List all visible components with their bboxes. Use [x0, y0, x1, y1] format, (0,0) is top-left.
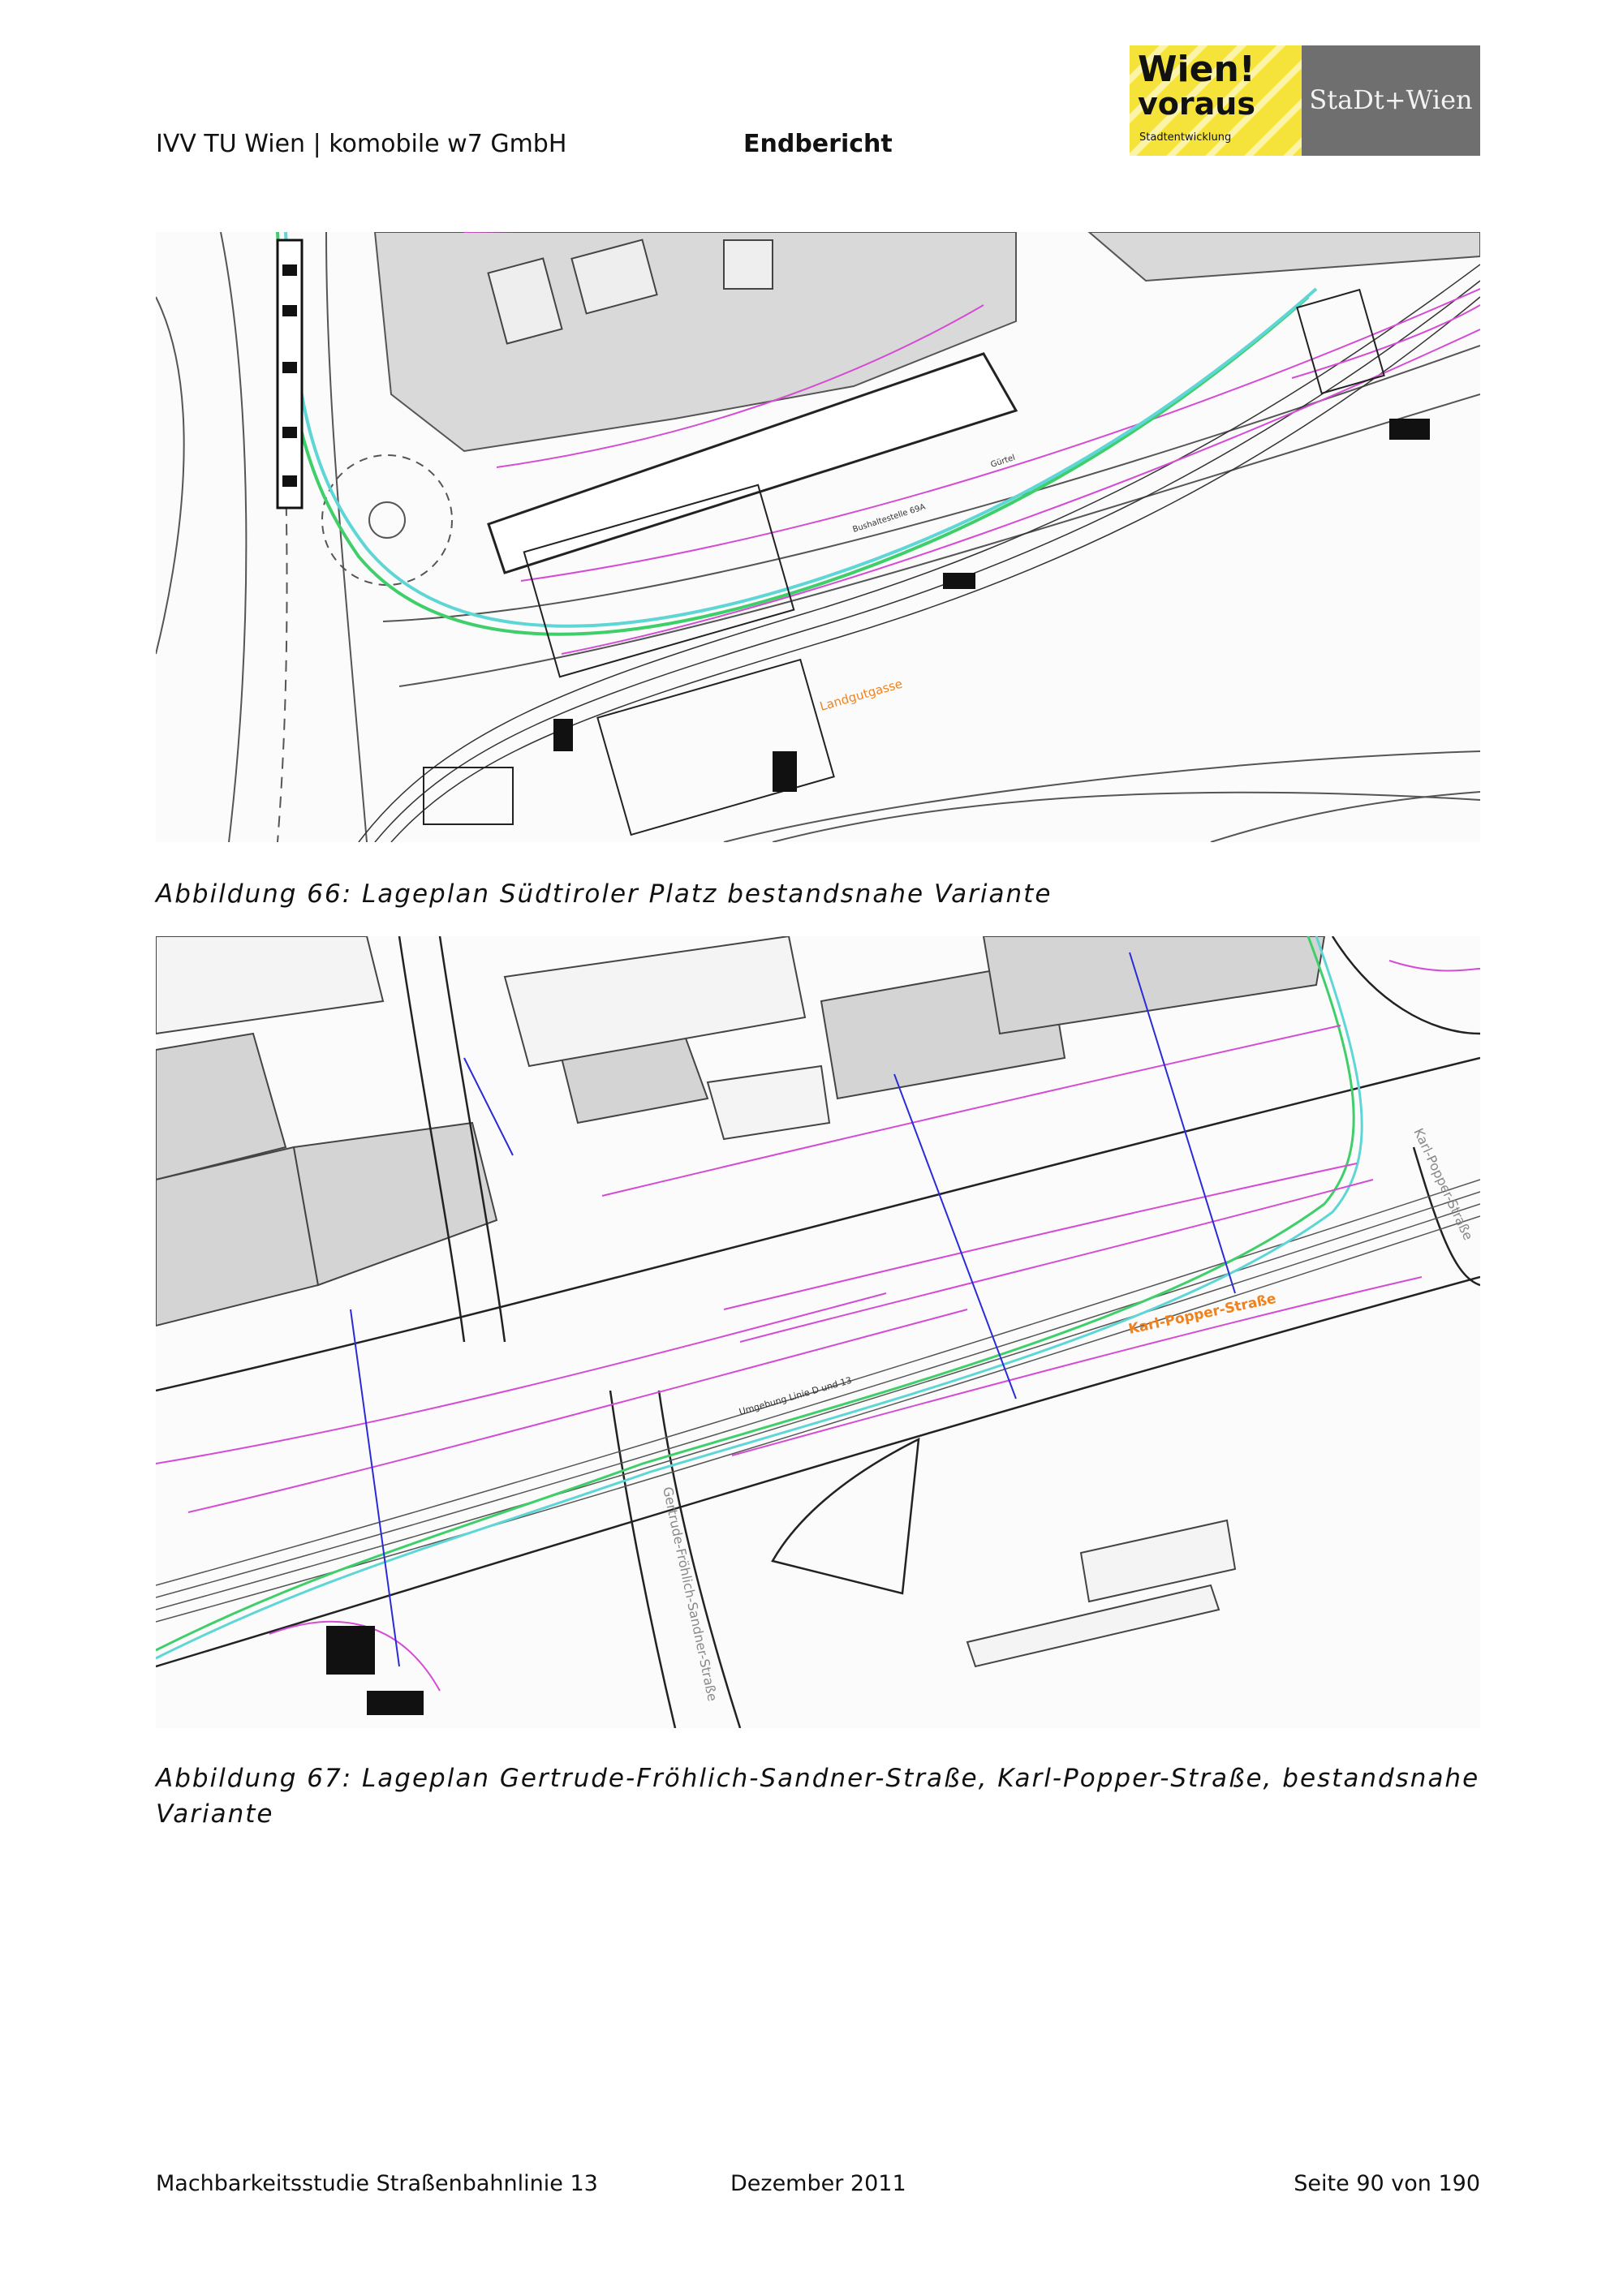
- logo-stadt-wien-text: StaDt+Wien: [1309, 84, 1473, 115]
- tram-window: [282, 475, 297, 487]
- building-outline: [724, 240, 773, 289]
- map-label-street-orange: Landgutgasse: [818, 676, 905, 714]
- station-structure: [326, 1626, 375, 1675]
- design-line-magenta: [740, 1180, 1373, 1342]
- design-line-magenta: [188, 1309, 967, 1512]
- header-report-type: Endbericht: [743, 130, 893, 158]
- vehicle-marker: [1389, 419, 1430, 440]
- roundabout-outer: [322, 455, 452, 585]
- road-edge: [659, 1391, 740, 1728]
- figure-66-map: [156, 232, 1480, 842]
- vehicle-marker: [943, 573, 975, 589]
- footer-page-number: Seite 90 von 190: [1294, 2171, 1480, 2196]
- station-grid: [424, 767, 513, 824]
- logo-stadtentwicklung-text: Stadtentwicklung: [1139, 131, 1232, 144]
- building-block: [1089, 232, 1480, 281]
- road-edge: [773, 793, 1480, 842]
- track-line: [156, 1216, 1480, 1622]
- building-outline: [156, 936, 383, 1034]
- road-island: [773, 1439, 919, 1593]
- building-block: [156, 1147, 318, 1326]
- map-label-gertrude-froehlich-sandner: Gertrude-Fröhlich-Sandner-Straße: [660, 1485, 721, 1703]
- design-line-magenta: [732, 1277, 1422, 1455]
- building-block: [984, 936, 1324, 1034]
- road-edge: [1414, 1147, 1480, 1285]
- road-edge: [610, 1391, 675, 1728]
- cross-section-line: [894, 1074, 1016, 1399]
- logo-voraus-text: voraus: [1138, 86, 1255, 122]
- map-label-street: Gürtel: [989, 453, 1017, 470]
- design-line-magenta: [156, 1293, 886, 1464]
- map-label-track: Umgebung Linie D und 13: [738, 1374, 854, 1417]
- road-edge: [156, 297, 184, 654]
- tram-window: [282, 362, 297, 373]
- tram-vehicle: [278, 240, 302, 508]
- road-edge: [221, 232, 246, 842]
- figure-66-caption: Abbildung 66: Lageplan Südtiroler Platz bestandsnahe Variante: [156, 879, 1053, 909]
- map-label-karl-popper-orange: Karl-Popper-Straße: [1126, 1290, 1278, 1338]
- building-block: [294, 1123, 497, 1285]
- vehicle-marker: [553, 719, 573, 751]
- road-edge: [1332, 936, 1480, 1034]
- wien-voraus-logo: [1130, 45, 1302, 156]
- roundabout: [369, 502, 405, 538]
- stadt-wien-logo: [1302, 45, 1480, 156]
- figure-67-map: [156, 936, 1480, 1728]
- figure-67-caption-line-1: Abbildung 67: Lageplan Gertrude-Fröhlich-Sandner-Straße, Karl-Popper-Straße, bestandsnahe: [156, 1764, 1480, 1793]
- map-label-bus-stop: Bushaltestelle 69A: [851, 502, 927, 535]
- header-authors: IVV TU Wien | komobile w7 GmbH: [156, 130, 567, 158]
- road-edge: [1211, 792, 1480, 842]
- vehicle-marker: [773, 751, 797, 792]
- design-line-magenta: [1389, 961, 1480, 971]
- tram-window: [282, 427, 297, 438]
- tram-window: [282, 264, 297, 276]
- footer-study-title: Machbarkeitsstudie Straßenbahnlinie 13: [156, 2171, 598, 2196]
- map-label-karl-popper-gray: Karl-Popper-Straße: [1410, 1125, 1476, 1243]
- station-structure: [367, 1691, 424, 1715]
- figure-67-caption-line-2: Variante: [156, 1799, 274, 1829]
- footer-date: Dezember 2011: [730, 2171, 906, 2196]
- logo-wien-text: Wien!: [1138, 49, 1255, 90]
- cross-section-line: [351, 1309, 399, 1666]
- tram-window: [282, 305, 297, 316]
- building-outline: [708, 1066, 829, 1139]
